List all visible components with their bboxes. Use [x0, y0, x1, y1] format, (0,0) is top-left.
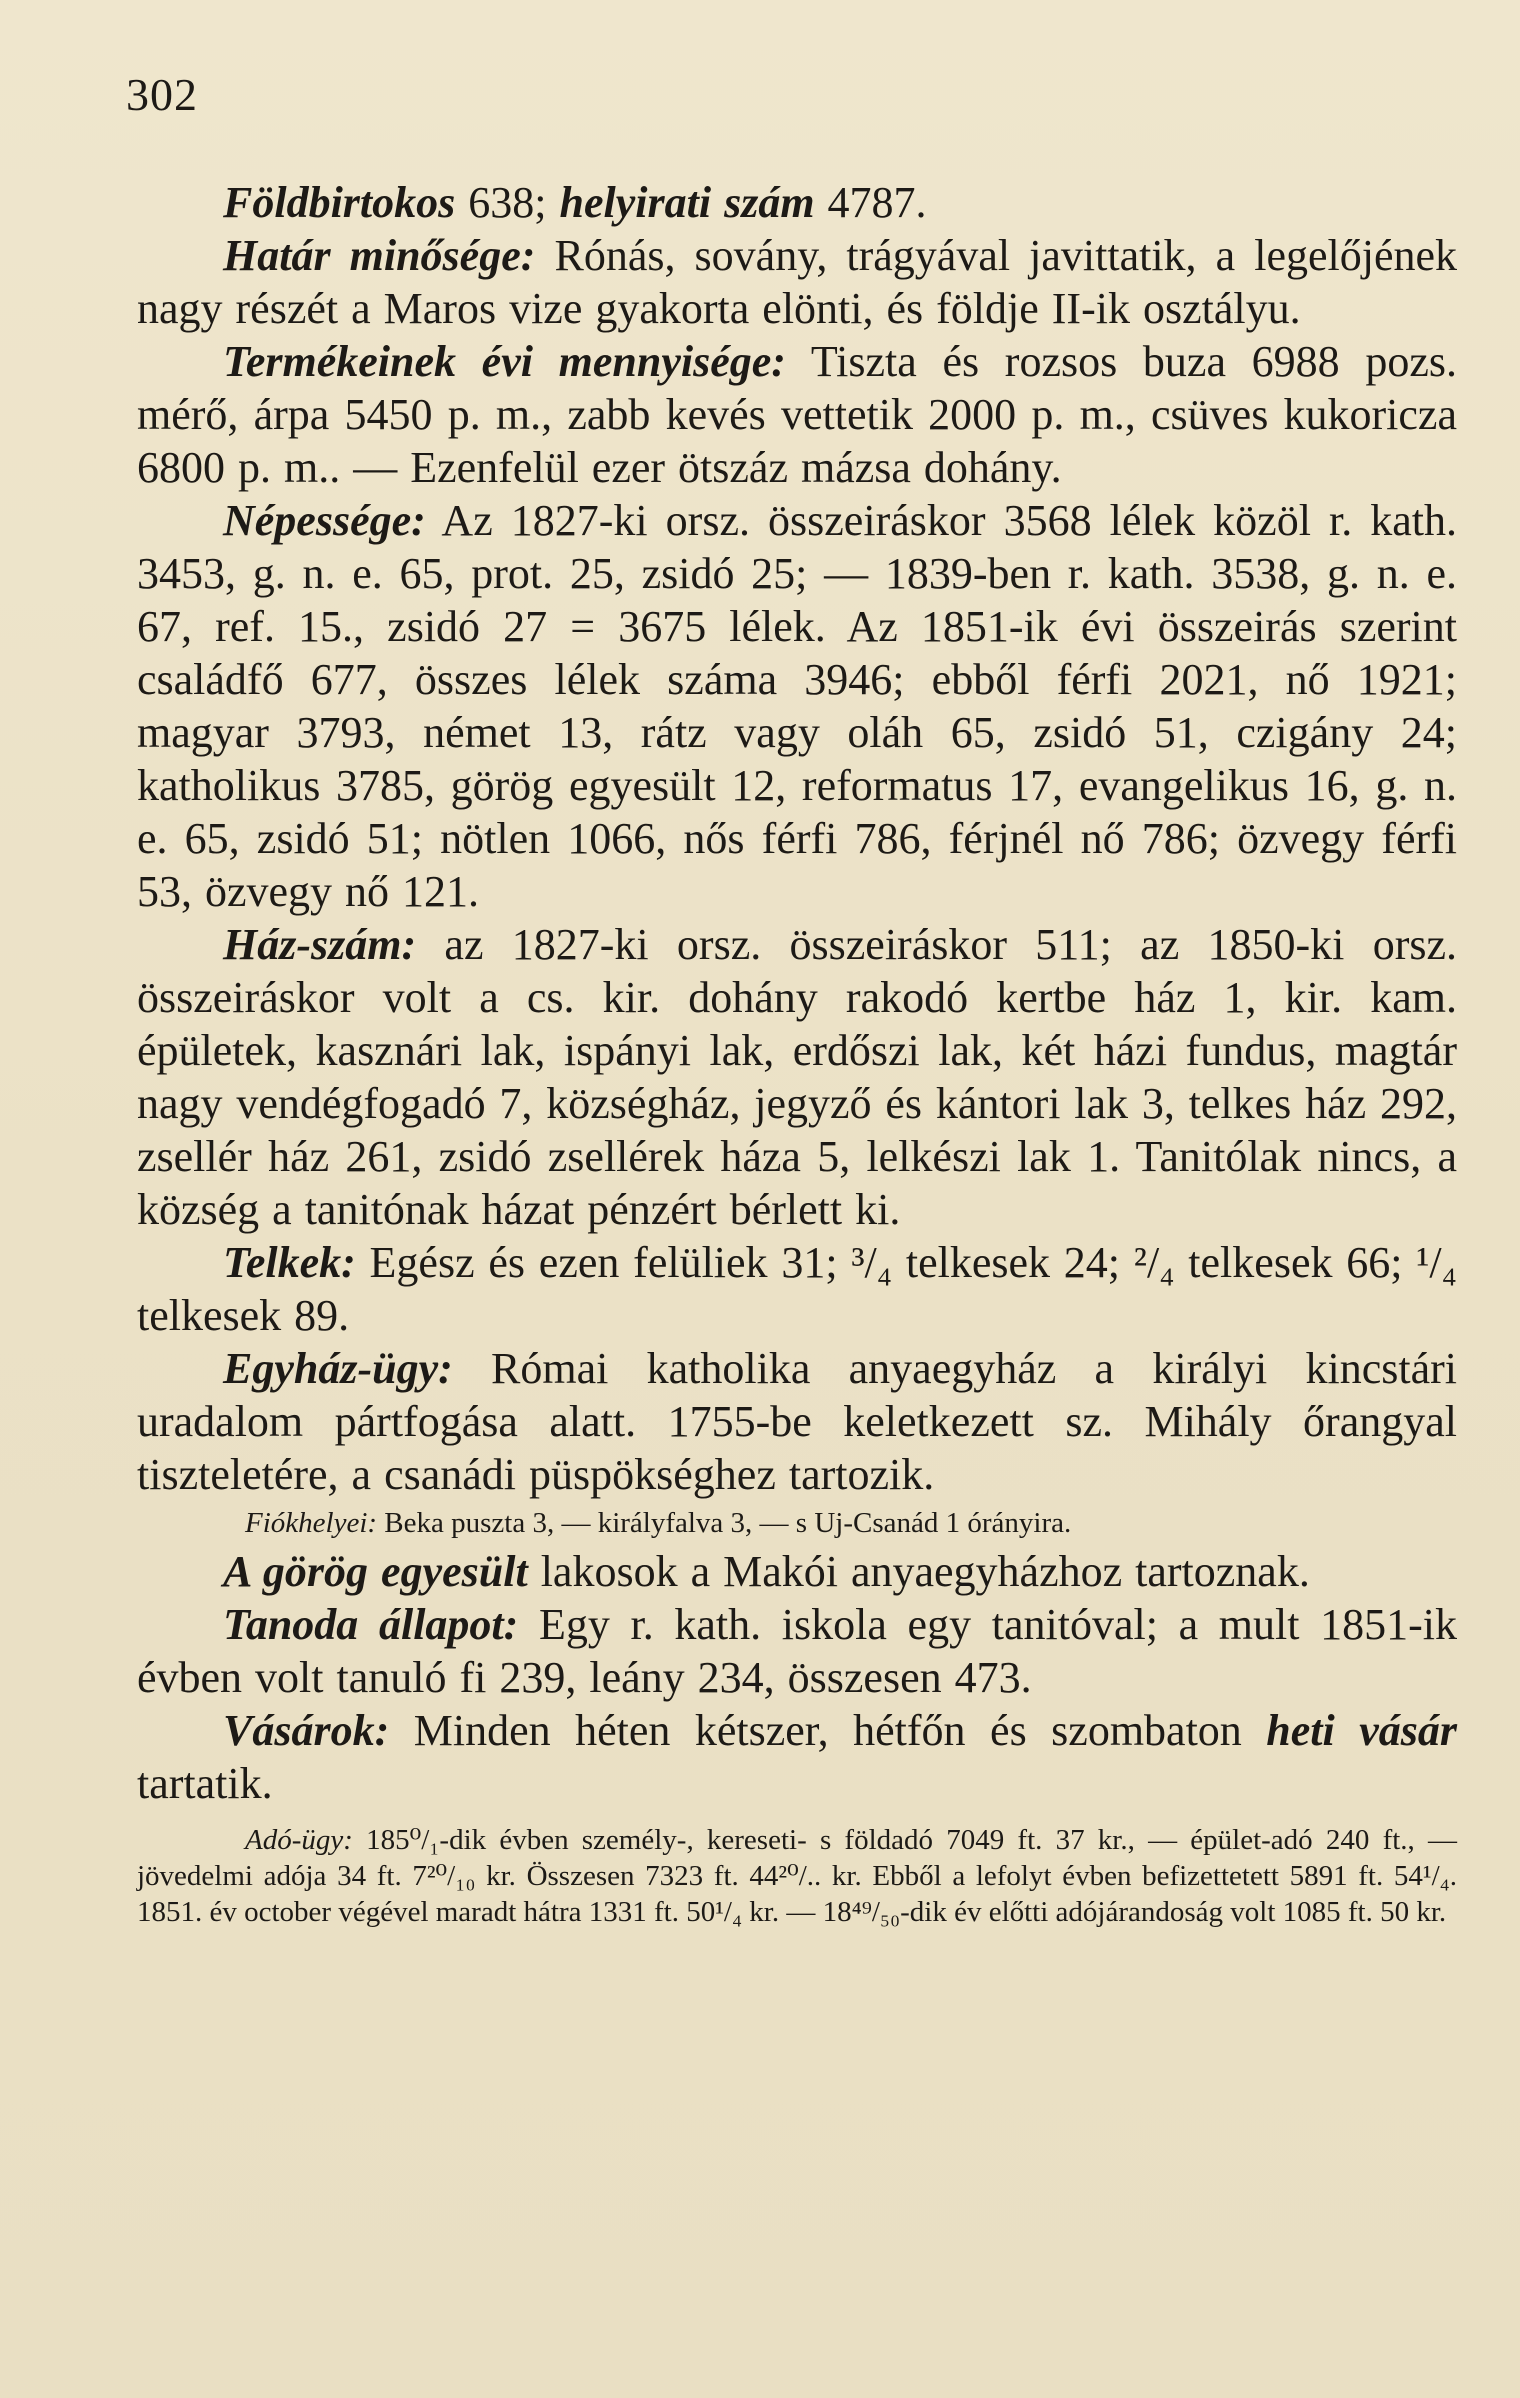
paragraph-boundary-quality [137, 229, 1457, 335]
heading-school: Tanoda állapot: [223, 1600, 519, 1649]
paragraph-text: az 1827-ki orsz. összeiráskor 511; az 1850-ki orsz. összeiráskor volt a cs. kir. dohány rakodó kertbe ház 1, kir. kam. épületek, kasznári lak, ispányi lak, erdőszi lak, két házi fundus, magtár nagy vendégfogadó 7, községház, jegyző és kántori lak 3, telkes ház 292, zsellér ház 261, zsidó zsellérek háza 5, lelkészi lak 1. Tanitólak nincs, a község a tanitónak házat pénzért bérlett ki. [137, 920, 1457, 1234]
paragraph-text: 4787. [814, 178, 927, 227]
paragraph-text: Minden héten kétszer, hétfőn és szombaton [389, 1706, 1267, 1755]
heading-church-affairs: Egyház-ügy: [223, 1344, 453, 1393]
heading-markets: Vásárok: [223, 1706, 390, 1755]
paragraph-greek-catholic [137, 1545, 1457, 1598]
heading-plots: Telkek: [223, 1238, 356, 1287]
note-text: 185⁰/₁-dik évben személy-, kereseti- s földadó 7049 ft. 37 kr., — épület-adó 240 ft., — jövedelmi adója 34 ft. 7²⁰/₁₀ kr. Összesen 7323 ft. 44²⁰/.. kr. Ebből a lefolyt évben befizettetett 5891 ft. 54¹/₄. 1851. év october végével maradt hátra 1331 ft. 50¹/₄ kr. — 18⁴⁹/₅₀-dik év előtti adójárandoság volt 1085 ft. 50 kr. [137, 1824, 1457, 1928]
heading-weekly-market: heti vásár [1266, 1706, 1457, 1755]
heading-greek-catholic: A görög egyesült [223, 1547, 528, 1596]
heading-boundary-quality: Határ minősége: [223, 231, 536, 280]
paragraph-markets [137, 1704, 1457, 1810]
heading-landowner: Földbirtokos [223, 178, 456, 227]
paragraph-text: lakosok a Makói anyaegyházhoz tartoznak. [527, 1547, 1310, 1596]
paragraph-church-affairs [137, 1342, 1457, 1501]
heading-tax-affairs: Adó-ügy: [245, 1824, 353, 1856]
paragraph-annual-produce [137, 335, 1457, 494]
note-filial-places [137, 1505, 1457, 1541]
note-text: Beka puszta 3, — királyfalva 3, — s Uj-Csanád 1 órányira. [377, 1507, 1072, 1539]
paragraph-plots [137, 1236, 1457, 1342]
paragraph-text: Tiszta és rozsos buza 6988 pozs. mérő, árpa 5450 p. m., zabb kevés vettetik 2000 p. m., csüves kukoricza 6800 p. m.. — Ezenfelül ezer ötszáz mázsa dohány. [137, 337, 1457, 492]
page-body [137, 176, 1457, 1930]
heading-annual-produce: Termékeinek évi mennyisége: [223, 337, 786, 386]
paragraph-text: Római katholika anyaegyház a királyi kincstári uradalom pártfogása alatt. 1755-be keletkezett sz. Mihály őrangyal tiszteletére, a csanádi püspökséghez tartozik. [137, 1344, 1457, 1499]
heading-filial-places: Fiókhelyei: [245, 1507, 378, 1539]
heading-plot-number: helyirati szám [559, 178, 815, 227]
paragraph-house-count [137, 918, 1457, 1236]
heading-house-count: Ház-szám: [223, 920, 417, 969]
paragraph-text: Egész és ezen felüliek 31; ³/₄ telkesek 24; ²/₄ telkesek 66; ¹/₄ telkesek 89. [137, 1238, 1457, 1340]
paragraph-text: Rónás, sovány, trágyával javittatik, a legelőjének nagy részét a Maros vize gyakorta elönti, és földje II-ik osztályu. [137, 231, 1458, 333]
paragraph-text: tartatik. [137, 1759, 273, 1808]
heading-population: Népessége: [223, 496, 426, 545]
note-tax-affairs [137, 1822, 1457, 1930]
paragraph-text: 638; [455, 178, 560, 227]
paragraph-text: Az 1827-ki orsz. összeiráskor 3568 lélek közöl r. kath. 3453, g. n. e. 65, prot. 25, zsidó 25; — 1839-ben r. kath. 3538, g. n. e. 67, ref. 15., zsidó 27 = 3675 lélek. Az 1851-ik évi összeirás szerint családfő 677, összes lélek száma 3946; ebből férfi 2021, nő 1921; magyar 3793, német 13, rátz vagy oláh 65, zsidó 51, czigány 24; katholikus 3785, görög egyesült 12, reformatus 17, evangelikus 16, g. n. e. 65, zsidó 51; nötlen 1066, nős férfi 786, férjnél nő 786; özvegy férfi 53, özvegy nő 121. [137, 496, 1457, 916]
paragraph-landowner [137, 176, 1457, 229]
paragraph-school [137, 1598, 1457, 1704]
page-number: 302 [126, 69, 198, 120]
paragraph-population [137, 494, 1457, 918]
paragraph-text: Egy r. kath. iskola egy tanitóval; a mult 1851-ik évben volt tanuló fi 239, leány 234, összesen 473. [137, 1600, 1457, 1702]
